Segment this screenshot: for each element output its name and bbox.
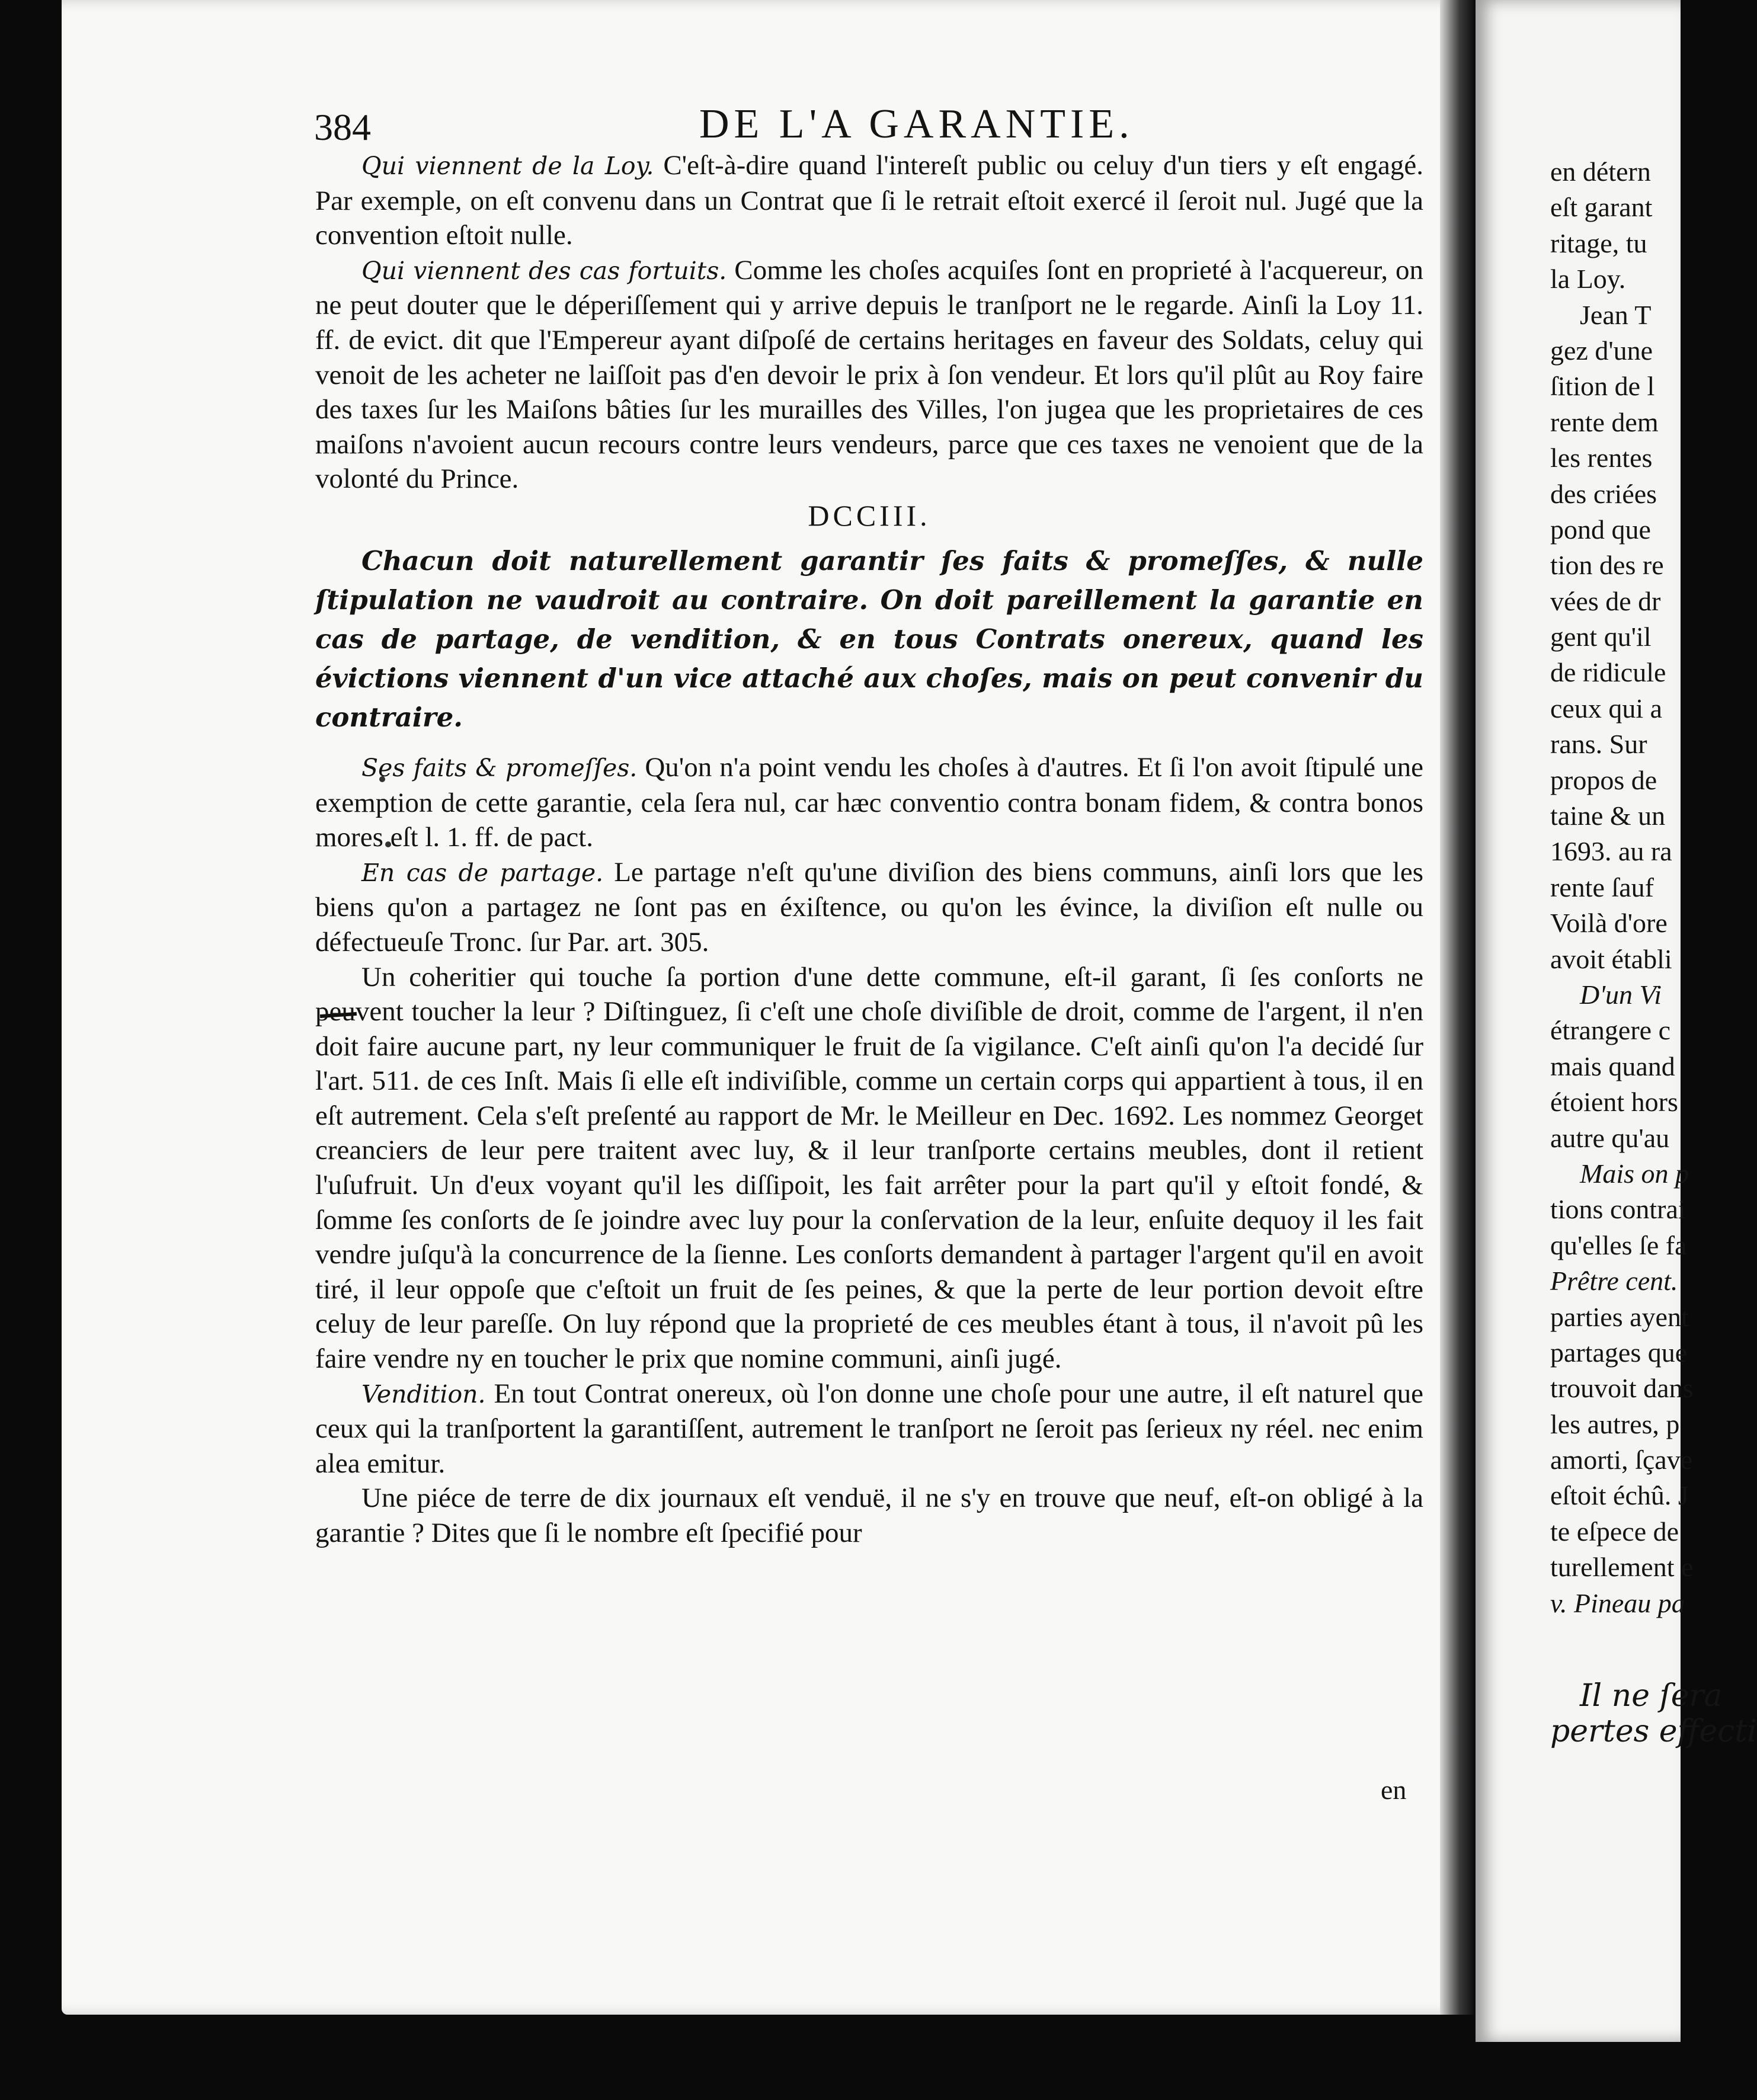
spacer [1550, 1621, 1728, 1678]
paragraph-text: Le partage n'eſt qu'une diviſion des biens communs, ainſi lors que les biens qu'on a partagez ne ſont pas en éxiſtence, ou qu'on les évince, la diviſion eſt nulle ou défectueuſe Tronc. ſur Par. art. 305. [315, 856, 1423, 958]
right-page-line: te eſpece de [1550, 1516, 1679, 1547]
right-page-line: 1693. au ra [1550, 836, 1672, 867]
paragraph [315, 855, 1423, 960]
right-page-line: gent qu'il [1550, 622, 1652, 652]
right-page-line: autre qu'au [1550, 1122, 1670, 1153]
right-page-line: gez d'une [1550, 335, 1653, 366]
right-page-line: eſtoit échû. J [1550, 1480, 1689, 1511]
paragraph [315, 1376, 1423, 1481]
right-page-line: ceux qui a [1550, 693, 1663, 724]
right-page-line: eſt garant [1550, 192, 1653, 223]
book-gutter [1440, 0, 1476, 2015]
right-page-line: turellement e [1550, 1552, 1694, 1583]
right-page-line: tions contrai [1550, 1194, 1686, 1225]
right-page-line: la Loy. [1550, 264, 1626, 294]
paragraph-text: Une piéce de terre de dix journaux eſt venduë, il ne s'y en trouve que neuf, eſt-on obligé à la garantie ? Dites que ſi le nombre eſt ſpecifié pour [315, 1483, 1423, 1548]
right-page-line: mais quand [1550, 1051, 1675, 1081]
right-page-line: les autres, p [1550, 1408, 1680, 1439]
paragraph [315, 750, 1423, 855]
right-page-line: parties ayent [1550, 1301, 1689, 1332]
right-page-line: des criées [1550, 478, 1657, 509]
paragraph-lead: En cas de partage. [361, 858, 604, 887]
right-page-line: Voilà d'ore [1550, 908, 1668, 939]
right-page-line: propos de [1550, 764, 1657, 795]
paragraph-lead: Qui viennent de la Loy. [361, 152, 654, 180]
paragraph-text: Comme les choſes acquiſes ſont en proprieté à l'acquereur, on ne peut douter que le déperiſſement qui y arrive depuis le tranſport ne le regarde. Ainſi la Loy 11. ff. de evict. dit que l'Empereur ayant diſpoſé de certains heritages en faveur des Soldats, celuy qui venoit de les acheter ne laiſſoit pas d'en devoir le prix à ſon vendeur. Et lors qu'il plût au Roy faire des taxes ſur les Maiſons bâties ſur les murailles des Villes, l'on jugea que les proprietaires de ces maiſons n'avoient aucun recours contre leurs vendeurs, parce que ces taxes ne venoient que de la volonté du Prince. [315, 254, 1423, 495]
right-page-line: avoit établi [1550, 943, 1672, 974]
paragraph-lead: Qui viennent des cas fortuits. [361, 256, 727, 285]
right-page-line: D'un Vi [1580, 979, 1662, 1010]
paragraph-text: Qu'on n'a point vendu les choſes à d'autres. Et ſi l'on avoit ſtipulé une exemption de cette garantie, cela ſera nul, car hæc conventio contra bonam fidem, & contra bonos mores eſt l. 1. ff. de pact. [315, 751, 1423, 853]
right-page-line: étrangere c [1550, 1015, 1671, 1046]
paragraph-text: Un coheritier qui touche ſa portion d'une dette commune, eſt-il garant, ſi ſes conſorts ne peuvent toucher la leur ? Diſtinguez, ſi c'eſt une choſe diviſible de droit, comme de l'argent, il n'en doit faire aucune part, ny leur communiquer le fruit de ſa vigilance. C'eſt ainſi qu'on l'a decidé ſur l'art. 511. de ces Inſt. Mais ſi elle eſt indiviſible, comme un certain corps qui appartient à tous, il en eſt autrement. Cela s'eſt preſenté au rapport de Mr. le Meilleur en Dec. 1692. Les nommez Georget creanciers de leur pere traitent avec luy, & il leur tranſporte certains meubles, dont il retient l'uſufruit. Un d'eux voyant qu'il les diſſipoit, les fait arrêter pour la part qu'il y eſtoit fondé, & ſomme ſes conſorts de ſe joindre avec luy pour la conſervation de la leur, enſuite dequoy il les fait vendre juſqu'à la concurrence de la ſienne. Les conſorts demandent à partager l'argent qu'il en avoit tiré, il leur oppoſe que c'eſtoit un fruit de ſes peines, & que la perte de leur portion devoit eſtre celuy de leur pareſſe. On luy répond que la proprieté de ces meubles étant à tous, il n'avoit pû les faire vendre ny en toucher le prix que nomine communi, ainſi jugé. [315, 961, 1423, 1375]
right-page-line: de ridicule [1550, 657, 1666, 688]
right-page-line: rente dem [1550, 406, 1659, 437]
paragraph [315, 960, 1423, 1376]
right-page-line: Prêtre cent. [1550, 1266, 1678, 1297]
right-page-line: les rentes [1550, 443, 1653, 473]
running-head: DE L'A GARANTIE. [699, 101, 1134, 147]
right-page-line: Mais on p [1580, 1158, 1689, 1189]
right-page-line: v. Pineau pa [1550, 1587, 1685, 1618]
right-page-line: Jean T [1580, 299, 1652, 330]
paragraph-text: En tout Contrat onereux, où l'on donne une choſe pour une autre, il eſt naturel que ceux qui la tranſportent la garantiſſent, autrement le tranſport ne ſeroit pas ſerieux ny réel. nec enim alea emitur. [315, 1378, 1423, 1479]
article-number: DCCIII. [808, 498, 931, 532]
paragraph [315, 1481, 1423, 1550]
paragraph [315, 148, 1423, 253]
right-page-closing-line: Il ne ſera [1580, 1678, 1723, 1714]
right-page-line: rans. Sur [1550, 729, 1647, 760]
right-page-line: partages que [1550, 1337, 1688, 1368]
paragraphs-before-heading [315, 148, 1423, 497]
right-page-line: qu'elles ſe fa [1550, 1230, 1687, 1260]
right-page-line: rente ſauf [1550, 872, 1654, 902]
page-number: 384 [314, 106, 371, 148]
right-page-line: étoient hors [1550, 1087, 1678, 1118]
paragraph-text: C'eſt-à-dire quand l'intereſt public ou celuy d'un tiers y eſt engagé. Par exemple, on eſt convenu dans un Contrat que ſi le retrait eſtoit exercé il ſeroit nul. Jugé que la convention eſtoit nulle. [315, 150, 1423, 251]
right-page-line: taine & un [1550, 801, 1666, 831]
paragraph-lead: Ses faits & promeſſes. [361, 753, 638, 782]
right-page-line: pond que [1550, 514, 1651, 545]
catchword: en [1381, 1775, 1407, 1805]
right-page-line: tion des re [1550, 550, 1664, 581]
right-page-text [1550, 154, 1757, 1750]
paragraph [315, 253, 1423, 497]
left-page-body [315, 148, 1423, 1551]
paragraphs-after-heading [315, 750, 1423, 1551]
right-page-closing-line: pertes effecti [1550, 1714, 1757, 1750]
right-page-line: ritage, tu [1550, 228, 1647, 258]
right-page-line: amorti, ſçave [1550, 1445, 1693, 1475]
right-page-line: ſition de l [1550, 371, 1655, 402]
right-page-line: trouvoit dans [1550, 1373, 1694, 1404]
paragraph-lead: Vendition. [361, 1379, 486, 1408]
right-page-line: en détern [1550, 156, 1651, 187]
right-page-line: vées de dr [1550, 585, 1661, 616]
article-maxim: Chacun doit naturellement garantir ſes faits & promeſſes, & nulle ſtipulation ne vaudroit au contraire. On doit pareillement la garantie en cas de partage, de vendition, & en tous Contrats onereux, quand les évictions viennent d'un vice attaché aux choſes, mais on peut convenir du contraire. [315, 545, 1423, 733]
